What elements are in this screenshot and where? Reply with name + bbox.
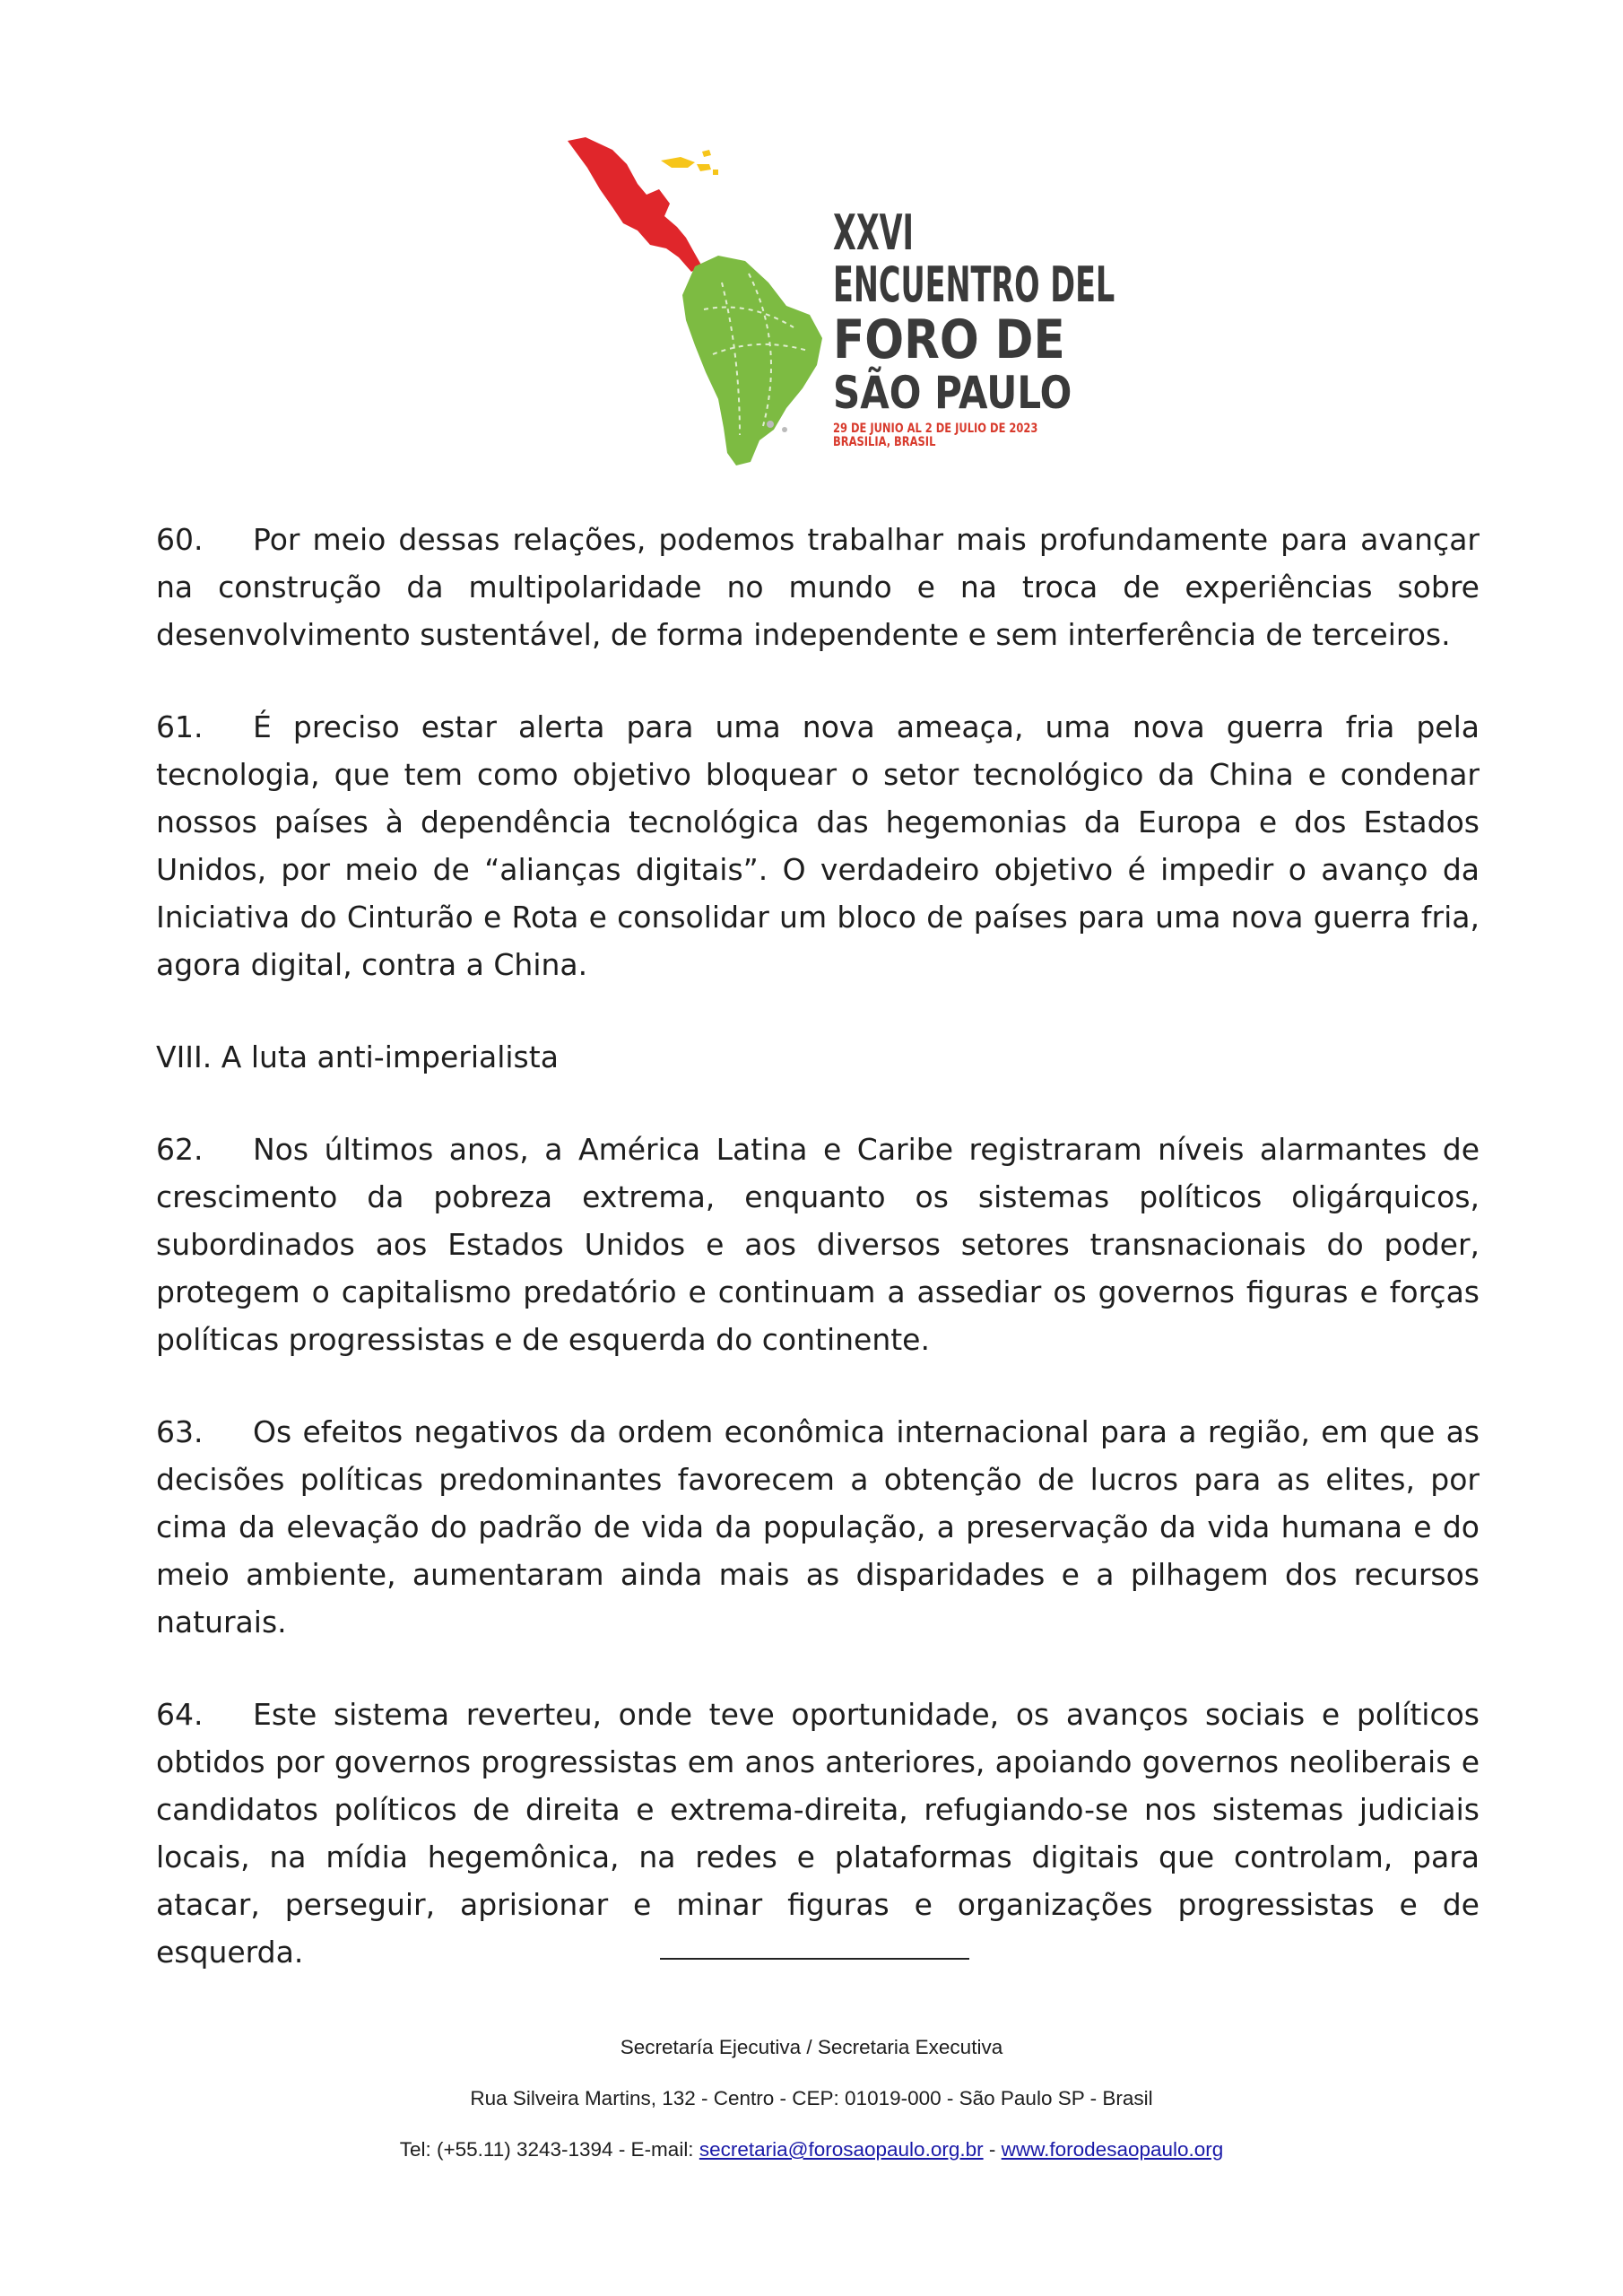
paragraph-61 [156, 703, 1480, 988]
document-body [156, 516, 1480, 2021]
paragraph-number: 62. [156, 1132, 204, 1167]
paragraph-text: Os efeitos negativos da ordem econômica internacional para a região, em que as decisões políticas predominantes favorecem a obtenção de lucros para as elites, por cima da elevação do padrão de vida da população, a preservação da vida humana e do meio ambiente, aumentaram ainda mais as disparidades e a pilhagem dos recursos naturais. [156, 1414, 1480, 1639]
paragraph-number: 60. [156, 522, 204, 557]
footer-divider [660, 1958, 969, 1960]
footer-address: Rua Silveira Martins, 132 - Centro - CEP: 01019-000 - São Paulo SP - Brasil [470, 2087, 1153, 2109]
paragraph-text: Por meio dessas relações, podemos trabalhar mais profundamente para avançar na construção da multipolaridade no mundo e na troca de experiências sobre desenvolvimento sustentável, de forma independente e sem interferência de terceiros. [156, 522, 1480, 652]
footer-website-link[interactable]: www.forodesaopaulo.org [1001, 2138, 1224, 2161]
logo-encuentro: ENCUENTRO DEL [833, 257, 1115, 313]
logo-place: BRASILIA, BRASIL [833, 435, 936, 450]
paragraph-number: 64. [156, 1697, 204, 1732]
footer-separator: - [988, 2138, 996, 2161]
paragraph-63 [156, 1408, 1480, 1646]
logo-foro-de: FORO DE [833, 309, 1065, 371]
footer-secretariat: Secretaría Ejecutiva / Secretaria Executiva [620, 2036, 1003, 2058]
paragraph-60 [156, 516, 1480, 658]
paragraph-number: 61. [156, 709, 204, 744]
footer-email-link[interactable]: secretaria@forosaopaulo.org.br [699, 2138, 984, 2161]
logo-text-block [833, 204, 1115, 450]
footer [0, 2034, 1623, 2187]
latin-america-map-icon [560, 130, 829, 466]
paragraph-text: Este sistema reverteu, onde teve oportunidade, os avanços sociais e políticos obtidos por governos progressistas em anos anteriores, apoiando governos neoliberais e candidatos políticos de direita e extrema-direita, refugiando-se nos sistemas judiciais locais, na mídia hegemônica, na redes e plataformas digitais que controlam, para atacar, perseguir, aprisionar e minar figuras e organizações progressistas e de esquerda. [156, 1697, 1480, 1970]
logo-date: 29 DE JUNIO AL 2 DE JULIO DE 2023 [833, 422, 1038, 436]
paragraph-text: Nos últimos anos, a América Latina e Caribe registraram níveis alarmantes de crescimento da pobreza extrema, enquanto os sistemas políticos oligárquicos, subordinados aos Estados Unidos e aos diversos setores transnacionais do poder, protegem o capitalismo predatório e continuam a assediar os governos figuras e forças políticas progressistas e de esquerda do continente. [156, 1132, 1480, 1357]
logo-edition: XXVI [833, 204, 914, 261]
paragraph-number: 63. [156, 1414, 204, 1449]
paragraph-64 [156, 1691, 1480, 1976]
paragraph-text: É preciso estar alerta para uma nova ameaça, uma nova guerra fria pela tecnologia, que tem como objetivo bloquear o setor tecnológico da China e condenar nossos países à dependência tecnológica das hegemonias da Europa e dos Estados Unidos, por meio de “alianças digitais”. O verdadeiro objetivo é impedir o avanço da Iniciativa do Cinturão e Rota e consolidar um bloco de países para uma nova guerra fria, agora digital, contra a China. [156, 709, 1480, 982]
footer-tel: Tel: (+55.11) 3243-1394 - E-mail: [399, 2138, 694, 2161]
paragraph-62 [156, 1126, 1480, 1363]
footer-contact [0, 2136, 1623, 2187]
section-heading: VIII. A luta anti-imperialista [156, 1039, 559, 1074]
event-logo [560, 130, 1115, 466]
logo-sao-paulo: SÃO PAULO [833, 367, 1072, 419]
